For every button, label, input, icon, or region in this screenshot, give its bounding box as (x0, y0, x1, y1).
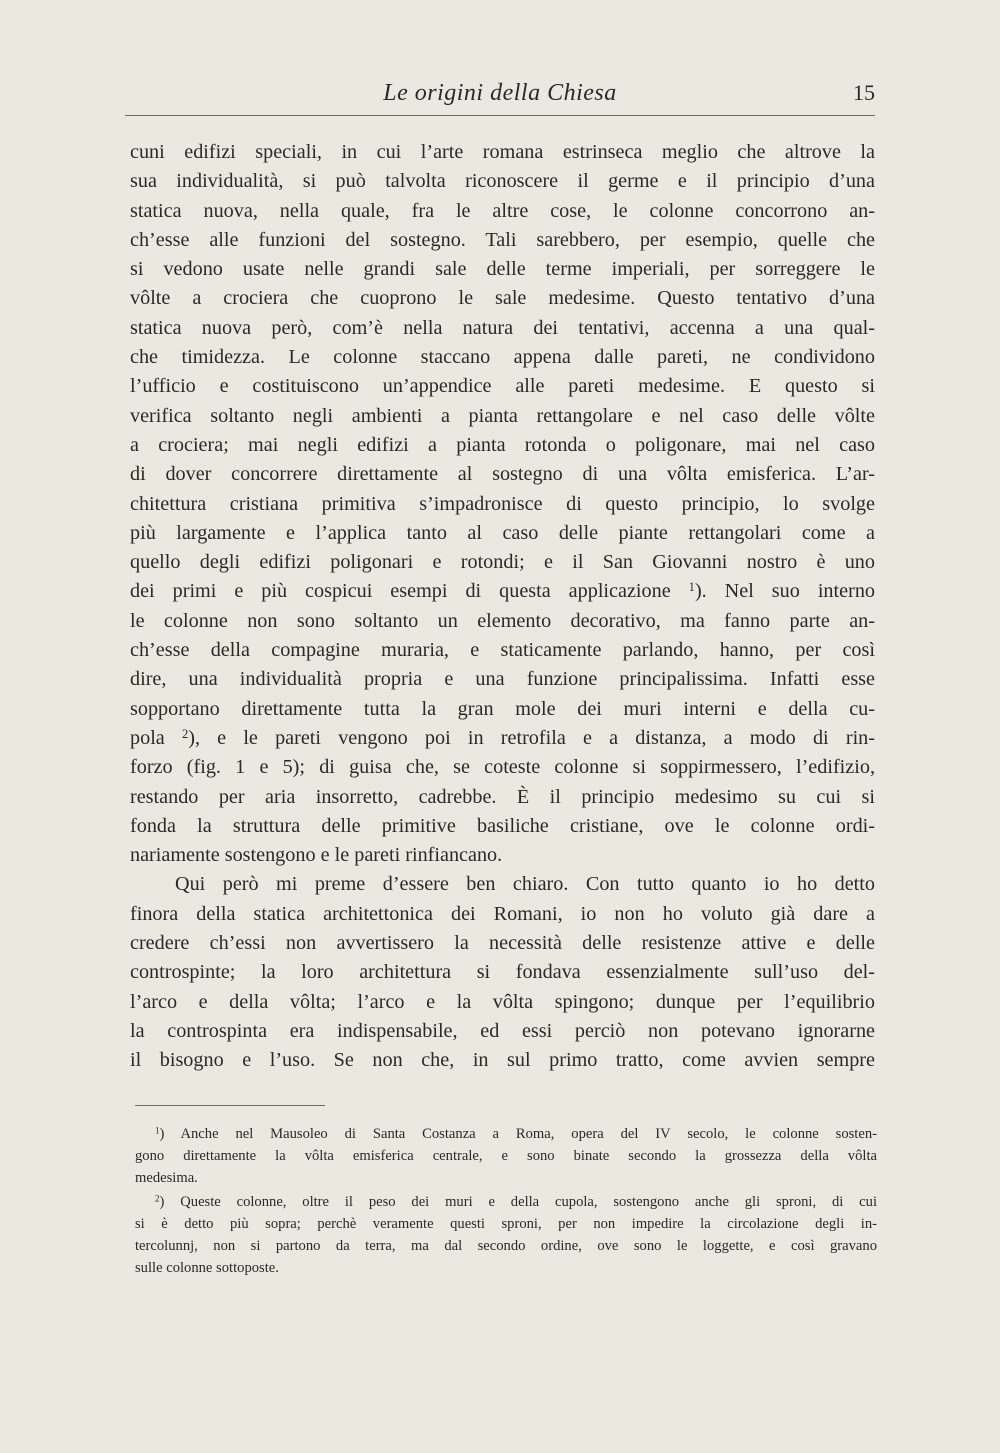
text-line: cuni edifizi speciali, in cui l’arte romana estrinseca meglio che altrove la (130, 141, 875, 163)
footnote-1-line: medesima. (135, 1169, 198, 1186)
footnote-rule (135, 1105, 325, 1106)
page-number: 15 (853, 80, 875, 105)
text-line: l’arco e della vôlta; l’arco e la vôlta spingono; dunque per l’equilibrio (130, 990, 875, 1013)
text-line-with-footnote-ref (130, 577, 875, 606)
text-line: statica nuova però, com’è nella natura dei tentativi, accenna a una qual- (130, 316, 875, 339)
footnote-2-line (135, 1192, 877, 1214)
footnote-2-line: si è detto più sopra; perchè veramente questi sproni, per non impedire la circolazione degli in- (135, 1216, 877, 1233)
text-line: fonda la struttura delle primitive basiliche cristiane, ove le colonne ordi- (130, 814, 875, 837)
paragraph-start-line: Qui però mi preme d’essere ben chiaro. Con tutto quanto io ho detto (175, 873, 875, 896)
text-line: di dover concorrere direttamente al sostegno di una vôlta emisferica. L’ar- (130, 463, 875, 486)
footnote-ref: 2 (181, 726, 189, 741)
paragraph-end-line: nariamente sostengono e le pareti rinfiancano. (130, 844, 503, 867)
footnote-1-line (135, 1124, 877, 1146)
text-line: si vedono usate nelle grandi sale delle terme imperiali, per sorreggere le (130, 258, 875, 281)
text-line: ch’esse della compagine muraria, e staticamente parlando, hanno, per così (130, 639, 875, 662)
text-segment: ), e le pareti vengono poi in retrofila e a distanza, a modo di rin- (188, 726, 875, 749)
text-line: controspinte; la loro architettura si fondava essenzialmente sull’uso del- (130, 961, 875, 984)
text-line: il bisogno e l’uso. Se non che, in sul primo tratto, come avvien sempre (130, 1049, 875, 1072)
header-rule (125, 115, 875, 116)
text-line: le colonne non sono soltanto un elemento decorativo, ma fanno parte an- (130, 609, 875, 632)
text-line-with-footnote-ref (130, 724, 875, 753)
text-line: finora della statica architettonica dei Romani, io non ho voluto già dare a (130, 902, 875, 925)
text-line: la controspinta era indispensabile, ed essi perciò non potevano ignorarne (130, 1019, 875, 1042)
text-line: l’ufficio e costituiscono un’appendice alle pareti medesime. E questo si (130, 375, 875, 398)
text-line: che timidezza. Le colonne staccano appena dalle pareti, ne condividono (130, 346, 875, 369)
footnote-1-line: gono direttamente la vôlta emisferica centrale, e sono binate secondo la grossezza della vôlta (135, 1147, 877, 1164)
footnote-2-line: tercolunnj, non si partono da terra, ma dal secondo ordine, ove sono le loggette, e così gravano (135, 1237, 877, 1254)
footnote-marker: 1 (155, 1125, 160, 1136)
text-line: più largamente e l’applica tanto al caso delle piante rettangolari come a (130, 521, 875, 544)
text-line: sua individualità, si può talvolta riconoscere il germe e il principio d’una (130, 170, 875, 193)
footnote-2-line: sulle colonne sottoposte. (135, 1259, 279, 1276)
text-line: forzo (fig. 1 e 5); di guisa che, se coteste colonne si soppirmessero, l’edifizio, (130, 756, 875, 779)
footnote-marker: 2 (155, 1193, 160, 1204)
text-line: chitettura cristiana primitiva s’impadronisce di questo principio, lo svolge (130, 492, 875, 515)
running-title: Le origini della Chiesa (383, 80, 617, 106)
text-segment: pola (130, 726, 165, 749)
page-header (125, 78, 875, 112)
text-segment: ) Anche nel Mausoleo di Santa Costanza a Roma, opera del IV secolo, le colonne sosten- (159, 1126, 877, 1142)
text-line: dire, una individualità propria e una funzione principalissima. Infatti esse (130, 668, 875, 691)
text-line: credere ch’essi non avvertissero la necessità delle resistenze attive e delle (130, 932, 875, 955)
text-segment: ) Queste colonne, oltre il peso dei muri e della cupola, sostengono anche gli sproni, di cui (159, 1194, 877, 1211)
text-line: sopportano direttamente tutta la gran mole dei muri interni e della cu- (130, 697, 875, 720)
body-text (130, 138, 875, 1076)
text-line: verifica soltanto negli ambienti a pianta rettangolare e nel caso delle vôlte (130, 404, 875, 427)
text-segment: ). Nel suo interno (694, 580, 876, 603)
text-line: quello degli edifizi poligonari e rotondi; e il San Giovanni nostro è uno (130, 551, 875, 574)
text-segment: dei primi e più cospicui esempi di questa applicazione (130, 580, 671, 603)
text-line: vôlte a crociera che cuoprono le sale medesime. Questo tentativo d’una (130, 287, 875, 310)
text-line: ch’esse alle funzioni del sostegno. Tali sarebbero, per esempio, quelle che (130, 228, 875, 251)
footnotes (135, 1124, 877, 1280)
text-line: a crociera; mai negli edifizi a pianta rotonda o poligonare, mai nel caso (130, 433, 875, 456)
text-line: restando per aria insorretto, cadrebbe. È il principio medesimo su cui si (130, 785, 875, 808)
text-line: statica nuova, nella quale, fra le altre cose, le colonne concorrono an- (130, 199, 875, 222)
footnote-ref: 1 (688, 580, 695, 595)
